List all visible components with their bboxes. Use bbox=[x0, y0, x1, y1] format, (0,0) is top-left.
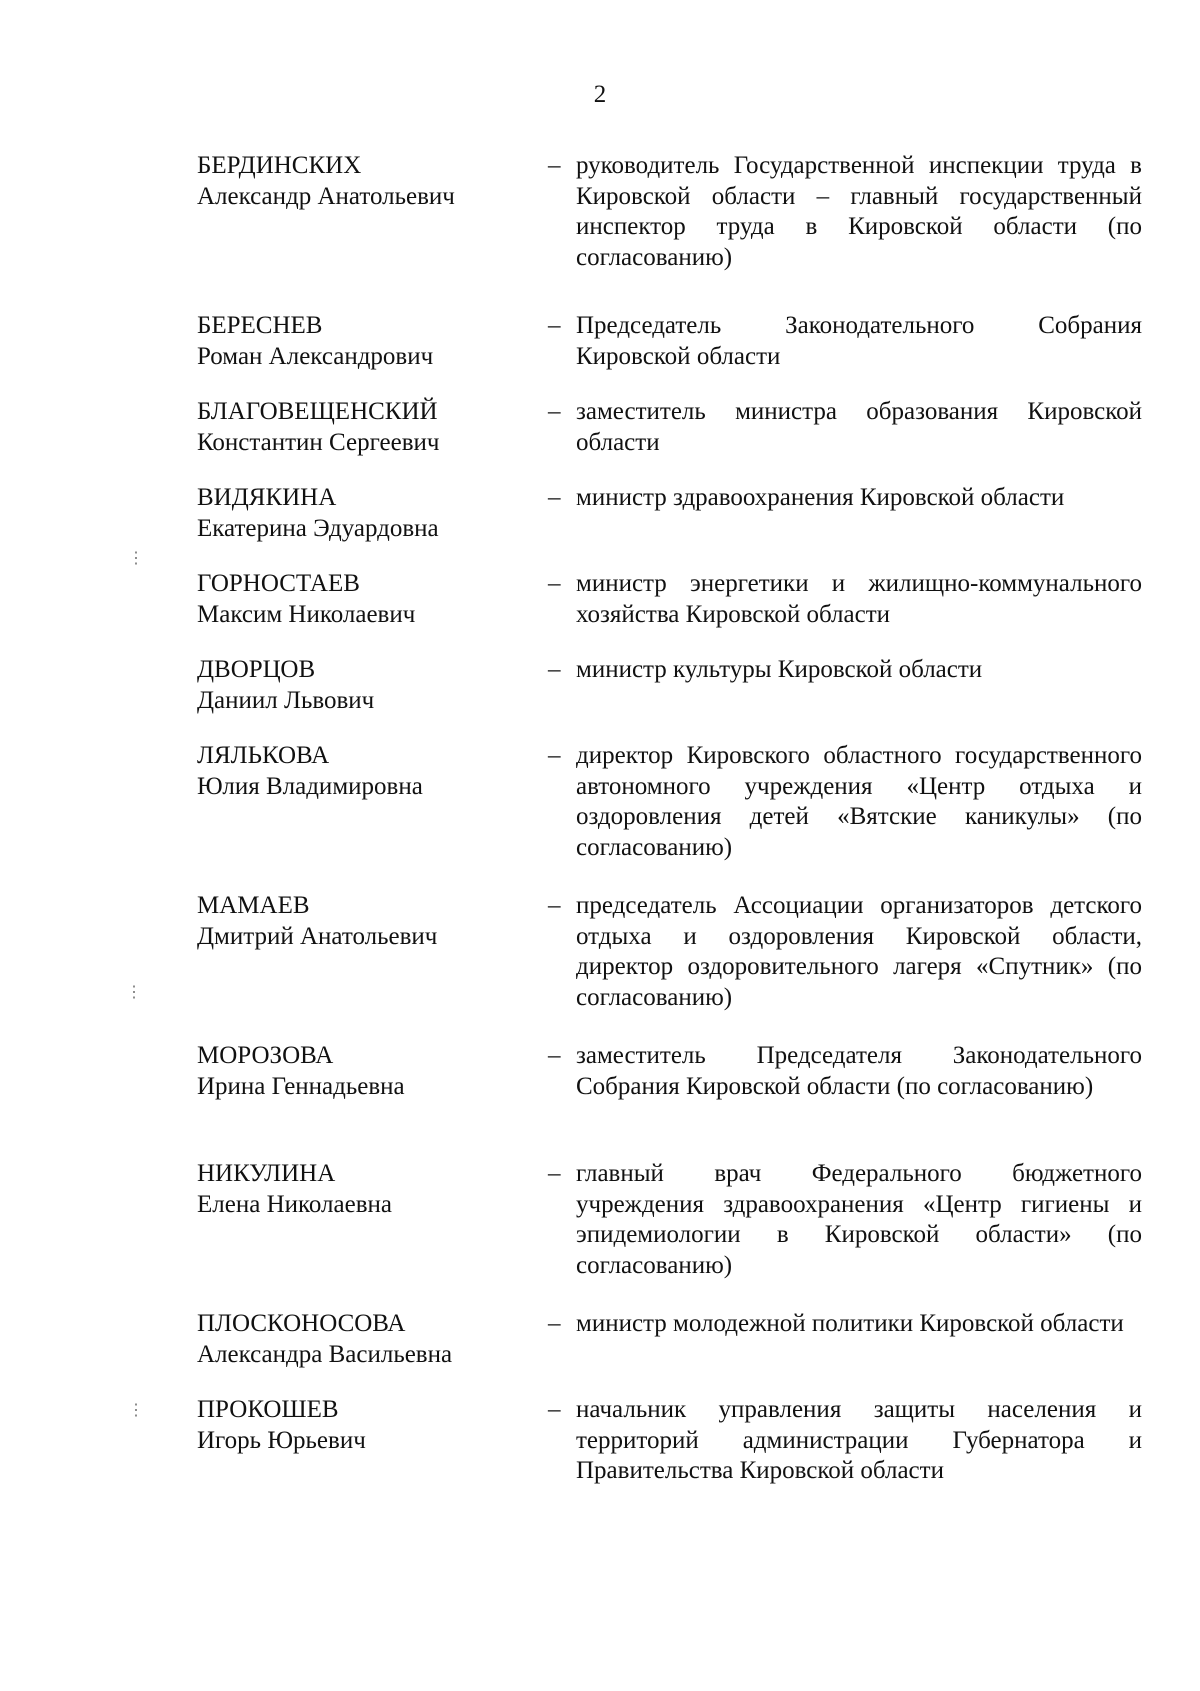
member-name bbox=[197, 397, 527, 458]
page-number: 2 bbox=[593, 81, 607, 108]
entry-dash: – bbox=[548, 656, 561, 683]
member-role: главный врач Федерального бюджетного учреждения здравоохранения «Центр гигиены и эпидемиологии в Кировской области» (по согласованию) bbox=[576, 1160, 1142, 1279]
member-given-name: Екатерина Эдуардовна bbox=[197, 514, 439, 542]
scan-speck: ⋮ bbox=[126, 984, 142, 1001]
member-role: Председатель Законодательного Собрания Кировской области bbox=[576, 312, 1142, 370]
member-role: министр культуры Кировской области bbox=[576, 656, 983, 683]
member-surname: ВИДЯКИНА bbox=[197, 484, 337, 511]
entry-dash: – bbox=[548, 570, 561, 597]
member-name bbox=[197, 569, 527, 630]
member-role: министр молодежной политики Кировской области bbox=[576, 1310, 1124, 1337]
scan-speck: ⋮ bbox=[128, 1402, 144, 1419]
member-surname: НИКУЛИНА bbox=[197, 1160, 336, 1187]
member-name bbox=[197, 1159, 527, 1220]
member-surname: БЕРЕСНЕВ bbox=[197, 312, 323, 339]
member-name bbox=[197, 1395, 527, 1456]
member-role: министр энергетики и жилищно-коммунального хозяйства Кировской области bbox=[576, 570, 1142, 628]
member-given-name: Даниил Львович bbox=[197, 686, 375, 714]
entry-dash: – bbox=[548, 892, 561, 919]
member-given-name: Александр Анатольевич bbox=[197, 182, 455, 210]
member-name bbox=[197, 891, 527, 952]
member-role: заместитель министра образования Кировской области bbox=[576, 398, 1142, 456]
member-given-name: Ирина Геннадьевна bbox=[197, 1072, 405, 1100]
member-surname: ПРОКОШЕВ bbox=[197, 1396, 339, 1423]
member-surname: ДВОРЦОВ bbox=[197, 656, 316, 683]
member-role: председатель Ассоциации организаторов детского отдыха и оздоровления Кировской области, директор оздоровительного лагеря «Спутник» (по согласованию) bbox=[576, 892, 1142, 1011]
member-given-name: Елена Николаевна bbox=[197, 1190, 392, 1218]
member-name bbox=[197, 483, 527, 544]
member-name bbox=[197, 311, 527, 372]
entry-dash: – bbox=[548, 1042, 561, 1069]
entry-dash: – bbox=[548, 1310, 561, 1337]
member-given-name: Роман Александрович bbox=[197, 342, 434, 370]
member-given-name: Дмитрий Анатольевич bbox=[197, 922, 438, 950]
member-given-name: Максим Николаевич bbox=[197, 600, 416, 628]
entry-dash: – bbox=[548, 398, 561, 425]
member-role: руководитель Государственной инспекции труда в Кировской области – главный государственный инспектор труда в Кировской области (по согласованию) bbox=[576, 152, 1142, 271]
entry-dash: – bbox=[548, 1160, 561, 1187]
member-surname: ЛЯЛЬКОВА bbox=[197, 742, 330, 769]
entry-dash: – bbox=[548, 742, 561, 769]
member-name bbox=[197, 151, 527, 212]
member-name bbox=[197, 655, 527, 716]
entry-dash: – bbox=[548, 312, 561, 339]
member-role: директор Кировского областного государственного автономного учреждения «Центр отдыха и оздоровления детей «Вятские каникулы» (по согласованию) bbox=[576, 742, 1142, 861]
member-surname: МАМАЕВ bbox=[197, 892, 310, 919]
member-role: начальник управления защиты населения и территорий администрации Губернатора и Правительства Кировской области bbox=[576, 1396, 1142, 1484]
member-name bbox=[197, 1309, 527, 1370]
member-given-name: Юлия Владимировна bbox=[197, 772, 423, 800]
entry-dash: – bbox=[548, 484, 561, 511]
scan-speck: ⋮ bbox=[128, 550, 144, 567]
member-surname: БЕРДИНСКИХ bbox=[197, 152, 362, 179]
member-role: заместитель Председателя Законодательного Собрания Кировской области (по согласованию) bbox=[576, 1042, 1142, 1100]
member-name bbox=[197, 1041, 527, 1102]
member-given-name: Константин Сергеевич bbox=[197, 428, 440, 456]
member-name bbox=[197, 741, 527, 802]
member-given-name: Александра Васильевна bbox=[197, 1340, 453, 1368]
member-surname: БЛАГОВЕЩЕНСКИЙ bbox=[197, 398, 438, 425]
member-surname: МОРОЗОВА bbox=[197, 1042, 334, 1069]
member-surname: ПЛОСКОНОСОВА bbox=[197, 1310, 406, 1337]
member-surname: ГОРНОСТАЕВ bbox=[197, 570, 360, 597]
member-given-name: Игорь Юрьевич bbox=[197, 1426, 366, 1454]
member-role: министр здравоохранения Кировской области bbox=[576, 484, 1065, 511]
entry-dash: – bbox=[548, 152, 561, 179]
entry-dash: – bbox=[548, 1396, 561, 1423]
